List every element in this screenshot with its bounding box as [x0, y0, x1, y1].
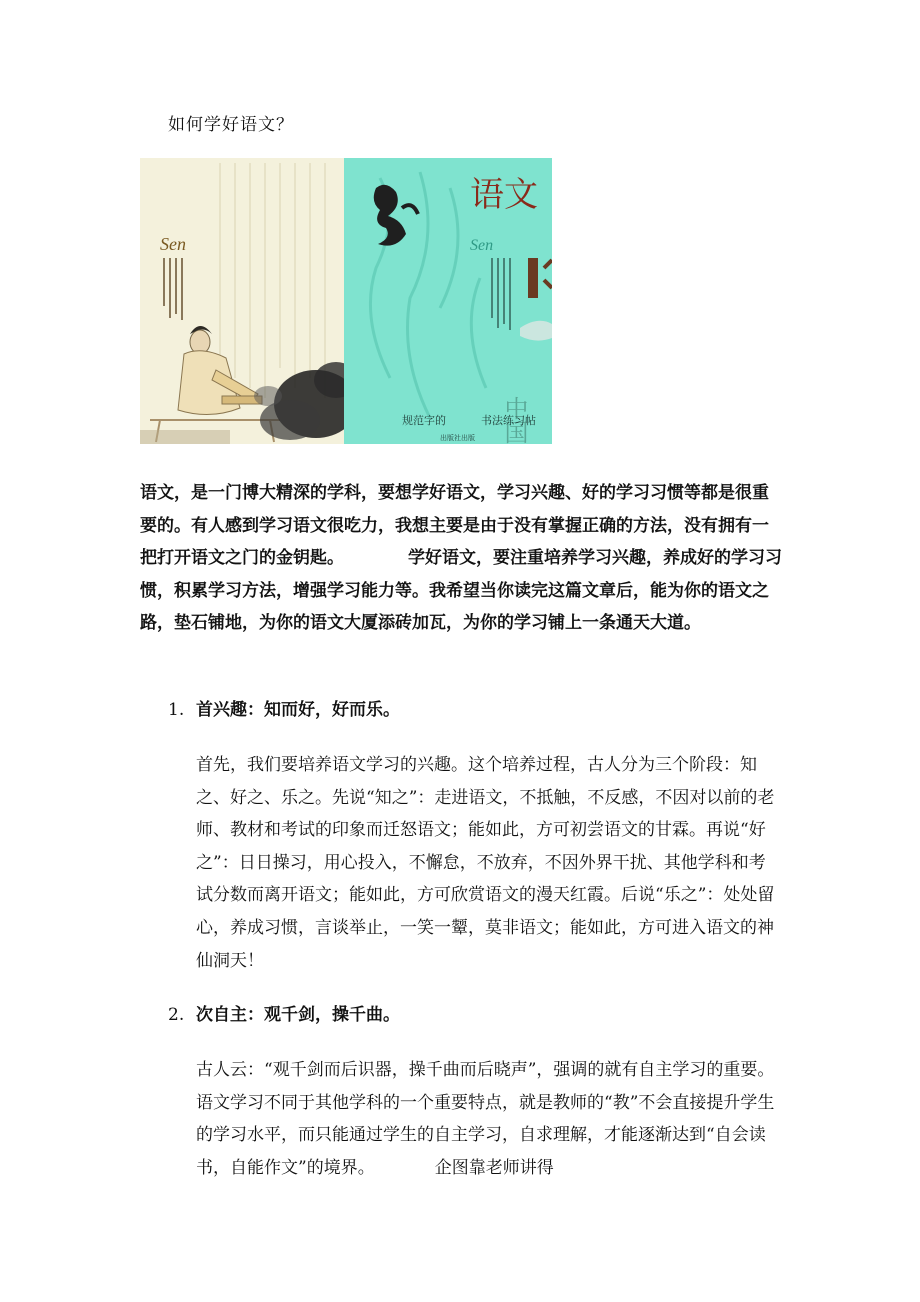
page-title: 如何学好语文？ — [168, 115, 294, 135]
section-1-title: 首兴趣：知而好，好而乐。 — [196, 700, 400, 720]
section-1-number: 1. — [168, 700, 185, 720]
section-2-heading — [168, 1002, 400, 1028]
section-1-heading — [168, 697, 400, 723]
intro-part-2: 学好语文，要注重培养学习兴趣，养成好的学习习惯，积累学习方法，增强学习能力等。我希望当你读完这篇文章后，能为你的语文之路，垫石铺地，为你的语文大厦添砖加瓦，为你的学习铺上一条通天大道。 — [140, 548, 782, 634]
intro-part-1: 语文，是一门博大精深的学科，要想学好语文，学习兴趣、好的学习习惯等都是很重要的。有人感到学习语文很吃力，我想主要是由于没有掌握正确的方法，没有拥有一把打开语文之门的金钥匙。 — [140, 483, 769, 569]
section-1-body: 首先，我们要培养语文学习的兴趣。这个培养过程，古人分为三个阶段：知之、好之、乐之。先说“知之”：走进语文，不抵触，不反感，不因对以前的老师、教材和考试的印象而迁怒语文；能如此，方可初尝语文的甘霖。再说“好之”：日日操习，用心投入，不懈怠，不放弃，不因外界干扰、其他学科和考试分数而离开语文；能如此，方可欣赏语文的漫天红霞。后说“乐之”：处处留心，养成习惯，言谈举止，一笑一颦，莫非语文；能如此，方可进入语文的神仙洞天！ — [196, 755, 775, 971]
section-2-number: 2. — [168, 1005, 185, 1025]
intro-paragraph — [140, 477, 785, 640]
section-2-body-tail: 企图靠老师讲得 — [434, 1157, 554, 1178]
cover-caption: 规范字的 书法练习帖 — [402, 414, 536, 427]
cover-publisher: 出版社出版 — [440, 434, 475, 442]
book-cover-image — [140, 158, 552, 444]
cover-brand-left: Sen — [160, 234, 186, 254]
cover-brand-right: Sen — [470, 237, 494, 254]
section-2-body-main: 古人云：“观千剑而后识器，操千曲而后晓声”，强调的就有自主学习的重要。语文学习不同于其他学科的一个重要特点，就是教师的“教”不会直接提升学生的学习水平，而只能通过学生的自主学习，自求理解，才能逐渐达到“自会读书，自能作文”的境界。 — [196, 1060, 775, 1178]
section-2-body — [196, 1054, 780, 1184]
section-2-title: 次自主：观千剑，操千曲。 — [196, 1005, 400, 1025]
cover-title-text: 语文 — [470, 175, 538, 215]
cover-right-panel — [344, 158, 552, 444]
cover-side-char: 中国 — [500, 396, 528, 444]
cover-left-panel — [140, 158, 358, 444]
